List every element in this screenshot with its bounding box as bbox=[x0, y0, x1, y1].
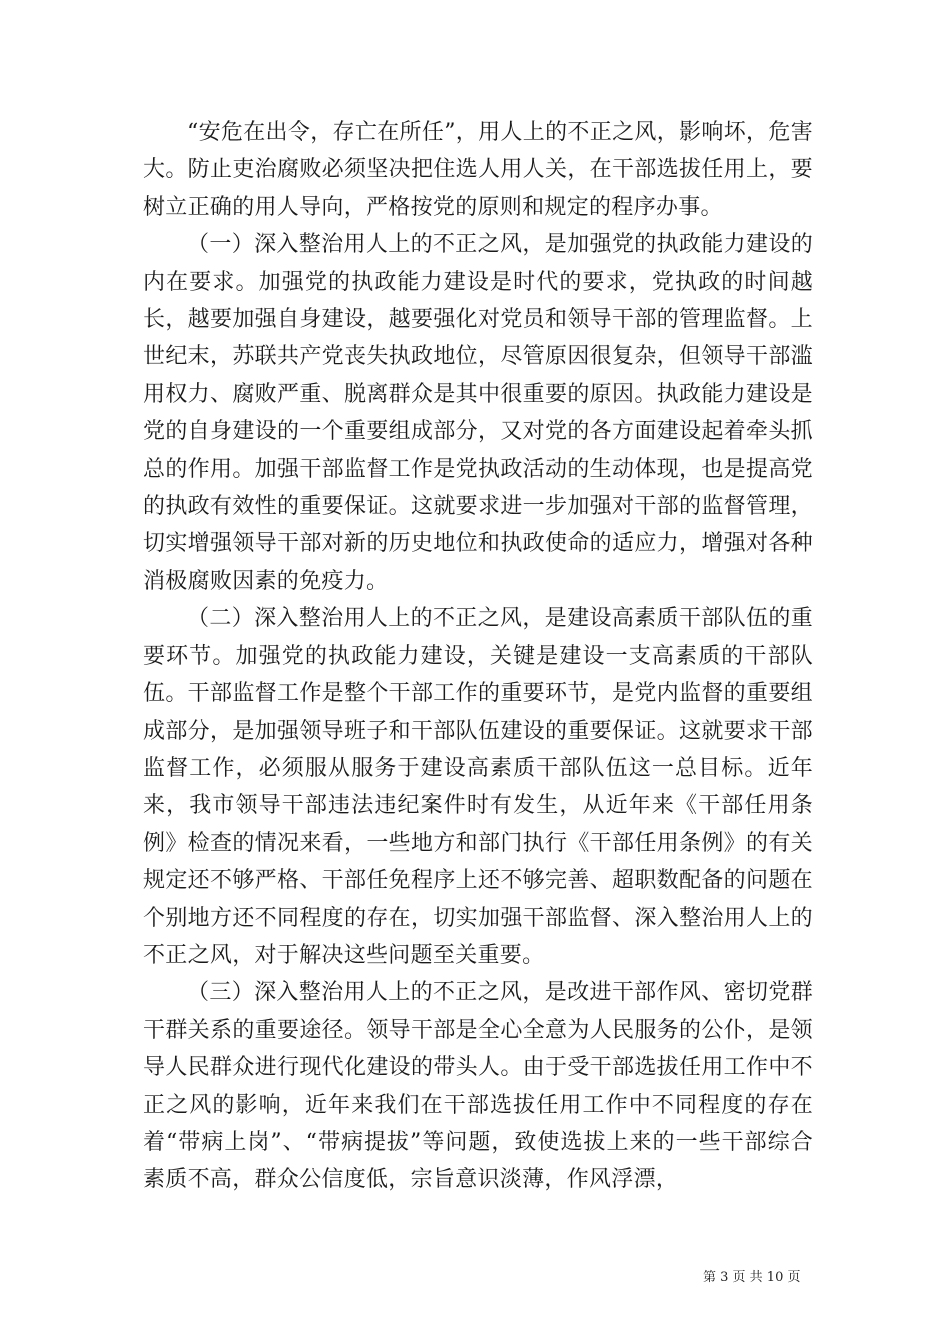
paragraph-section-1: （一）深入整治用人上的不正之风，是加强党的执政能力建设的内在要求。加强党的执政能力建设是时代的要求，党执政的时间越长，越要加强自身建设，越要强化对党员和领导干部的管理监督。上世纪末，苏联共产党丧失执政地位，尽管原因很复杂，但领导干部滥用权力、腐败严重、脱离群众是其中很重要的原因。执政能力建设是党的自身建设的一个重要组成部分，又对党的各方面建设起着牵头抓总的作用。加强干部监督工作是党执政活动的生动体现，也是提高党的执政有效性的重要保证。这就要求进一步加强对干部的监督管理，切实增强领导干部对新的历史地位和执政使命的适应力，增强对各种消极腐败因素的免疫力。 bbox=[143, 232, 813, 594]
paragraph-section-2: （二）深入整治用人上的不正之风，是建设高素质干部队伍的重要环节。加强党的执政能力建设，关键是建设一支高素质的干部队伍。干部监督工作是整个干部工作的重要环节，是党内监督的重要组成部分，是加强领导班子和干部队伍建设的重要保证。这就要求干部监督工作，必须服从服务于建设高素质干部队伍这一总目标。近年来，我市领导干部违法违纪案件时有发生，从近年来《干部任用条例》检查的情况来看，一些地方和部门执行《干部任用条例》的有关规定还不够严格、干部任免程序上还不够完善、超职数配备的问题在个别地方还不同程度的存在，切实加强干部监督、深入整治用人上的不正之风，对于解决这些问题至关重要。 bbox=[143, 606, 813, 968]
document-body bbox=[143, 114, 813, 1199]
paragraph-intro: “安危在出令，存亡在所任”，用人上的不正之风，影响坏，危害大。防止吏治腐败必须坚决把住选人用人关，在干部选拔任用上，要树立正确的用人导向，严格按党的原则和规定的程序办事。 bbox=[143, 120, 813, 220]
paragraph-section-3: （三）深入整治用人上的不正之风，是改进干部作风、密切党群干群关系的重要途径。领导干部是全心全意为人民服务的公仆，是领导人民群众进行现代化建设的带头人。由于受干部选拔任用工作中不正之风的影响，近年来我们在干部选拔任用工作中不同程度的存在着“带病上岗”、“带病提拔”等问题，致使选拔上来的一些干部综合素质不高，群众公信度低，宗旨意识淡薄，作风浮漂， bbox=[143, 980, 813, 1193]
page-number-footer: 第 3 页 共 10 页 bbox=[703, 1270, 801, 1285]
